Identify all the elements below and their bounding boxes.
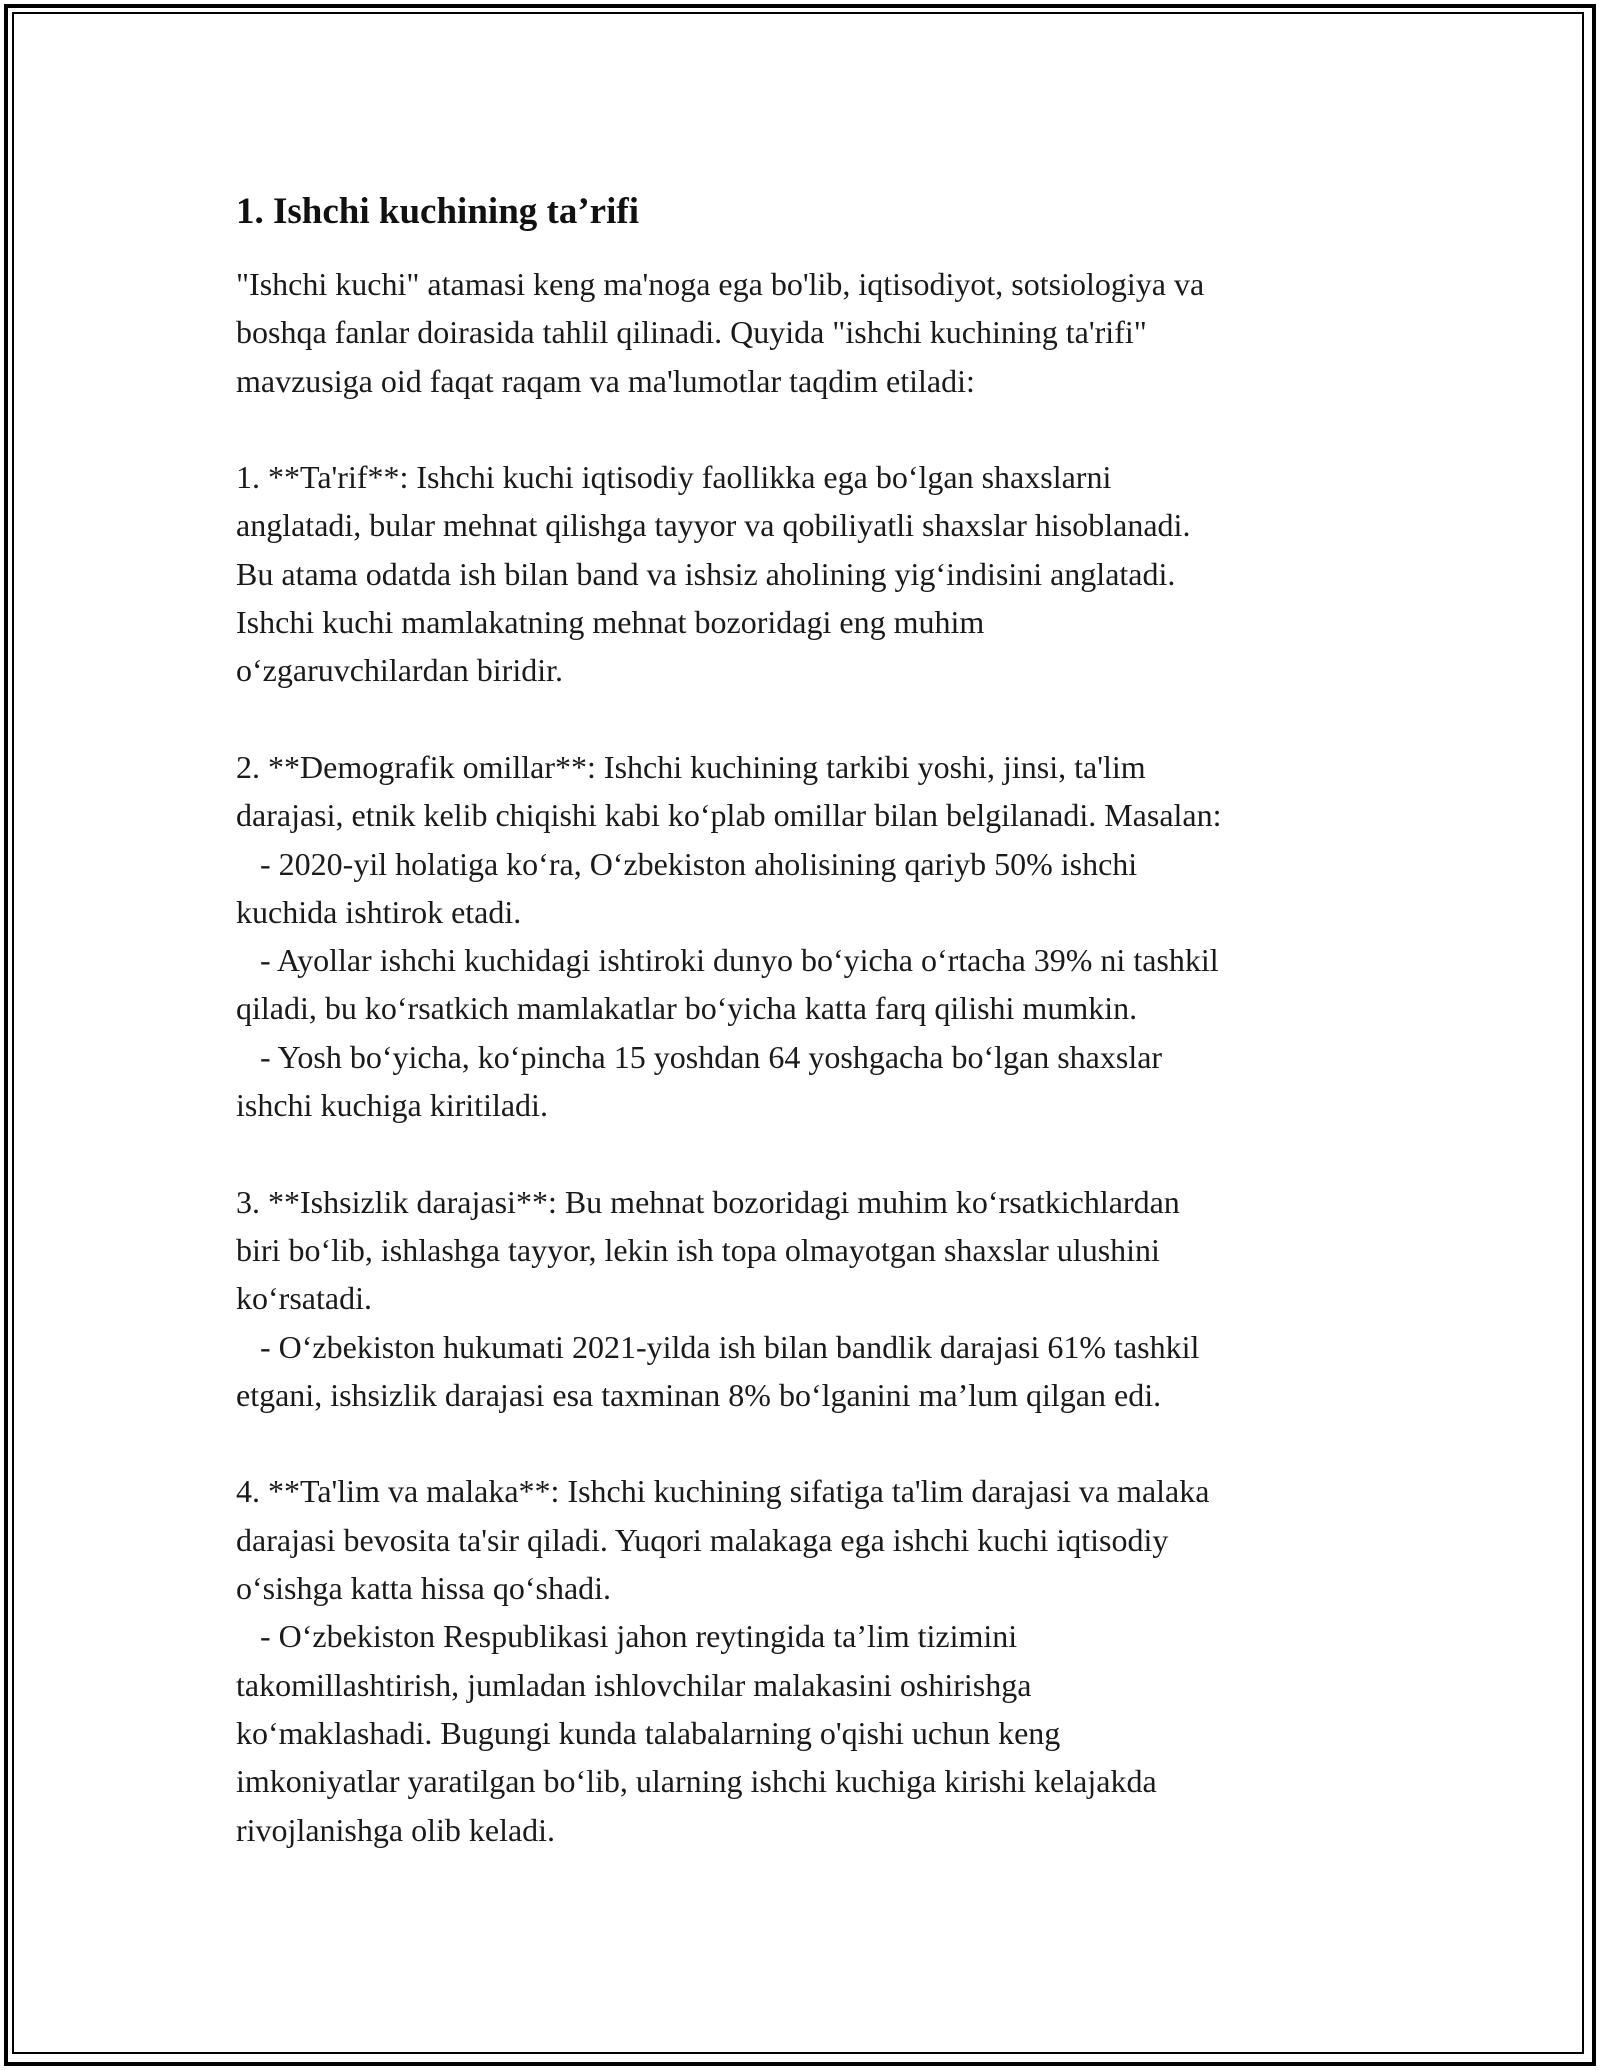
paragraph-gap [236,695,1386,743]
text-line: - 2020-yil holatiga koʻra, Oʻzbekiston aholisining qariyb 50% ishchi [236,845,1138,882]
text-line: 1. **Ta'rif**: Ishchi kuchi iqtisodiy faollikka ega boʻlgan shaxslarni [236,459,1112,496]
paragraph-list [236,260,1386,1854]
text-line: ishchi kuchiga kiritiladi. [236,1087,548,1124]
text-line: koʻrsatadi. [236,1280,372,1317]
text-line: 3. **Ishsizlik darajasi**: Bu mehnat bozoridagi muhim koʻrsatkichlardan [236,1183,1180,1220]
text-line: takomillashtirish, jumladan ishlovchilar malakasini oshirishga [236,1666,1032,1703]
text-line: Bu atama odatda ish bilan band va ishsiz aholining yigʻindisini anglatadi. [236,555,1176,592]
document-title: 1. Ishchi kuchining ta’rifi [236,191,639,232]
text-line: imkoniyatlar yaratilgan boʻlib, ularning ishchi kuchiga kirishi kelajakda [236,1763,1157,1800]
text-line: kuchida ishtirok etadi. [236,893,522,930]
paragraph [236,1467,1386,1853]
paragraph [236,453,1386,694]
text-line: - Oʻzbekiston hukumati 2021-yilda ish bilan bandlik darajasi 61% tashkil [236,1328,1200,1365]
text-line: - Yosh boʻyicha, koʻpincha 15 yoshdan 64 yoshgacha boʻlgan shaxslar [236,1038,1163,1075]
text-line: oʻsishga katta hissa qoʻshadi. [236,1570,612,1607]
text-line: boshqa fanlar doirasida tahlil qilinadi. Quyida "ishchi kuchining ta'rifi" [236,314,1147,351]
paragraph-gap [236,1419,1386,1467]
text-line: darajasi bevosita ta'sir qiladi. Yuqori malakaga ega ishchi kuchi iqtisodiy [236,1521,1169,1558]
text-line: 4. **Ta'lim va malaka**: Ishchi kuchining sifatiga ta'lim darajasi va malaka [236,1473,1210,1510]
paragraph-gap [236,1129,1386,1177]
document-body [236,188,1386,1854]
text-line: Ishchi kuchi mamlakatning mehnat bozoridagi eng muhim [236,604,985,641]
text-line: oʻzgaruvchilardan biridir. [236,652,563,689]
paragraph [236,260,1386,405]
text-line: darajasi, etnik kelib chiqishi kabi koʻplab omillar bilan belgilanadi. Masalan: [236,797,1222,834]
text-line: qiladi, bu koʻrsatkich mamlakatlar boʻyicha katta farq qilishi mumkin. [236,990,1138,1027]
text-line: "Ishchi kuchi" atamasi keng ma'noga ega bo'lib, iqtisodiyot, sotsiologiya va [236,266,1205,302]
text-line: anglatadi, bular mehnat qilishga tayyor va qobiliyatli shaxslar hisoblanadi. [236,507,1191,544]
text-line: - Oʻzbekiston Respublikasi jahon reytingida taʼlim tizimini [236,1618,1018,1655]
text-line: etgani, ishsizlik darajasi esa taxminan 8% boʻlganini maʼlum qilgan edi. [236,1376,1162,1413]
paragraph-gap [236,405,1386,453]
text-line: rivojlanishga olib keladi. [236,1811,556,1848]
text-line: 2. **Demografik omillar**: Ishchi kuchining tarkibi yoshi, jinsi, ta'lim [236,748,1146,785]
text-line: koʻmaklashadi. Bugungi kunda talabalarning o'qishi uchun keng [236,1714,1061,1751]
paragraph [236,1178,1386,1419]
text-line: mavzusiga oid faqat raqam va ma'lumotlar taqdim etiladi: [236,362,975,399]
text-line: - Ayollar ishchi kuchidagi ishtiroki dunyo boʻyicha oʻrtacha 39% ni tashkil [236,942,1219,979]
paragraph [236,743,1386,1129]
text-line: biri boʻlib, ishlashga tayyor, lekin ish topa olmayotgan shaxslar ulushini [236,1231,1160,1268]
